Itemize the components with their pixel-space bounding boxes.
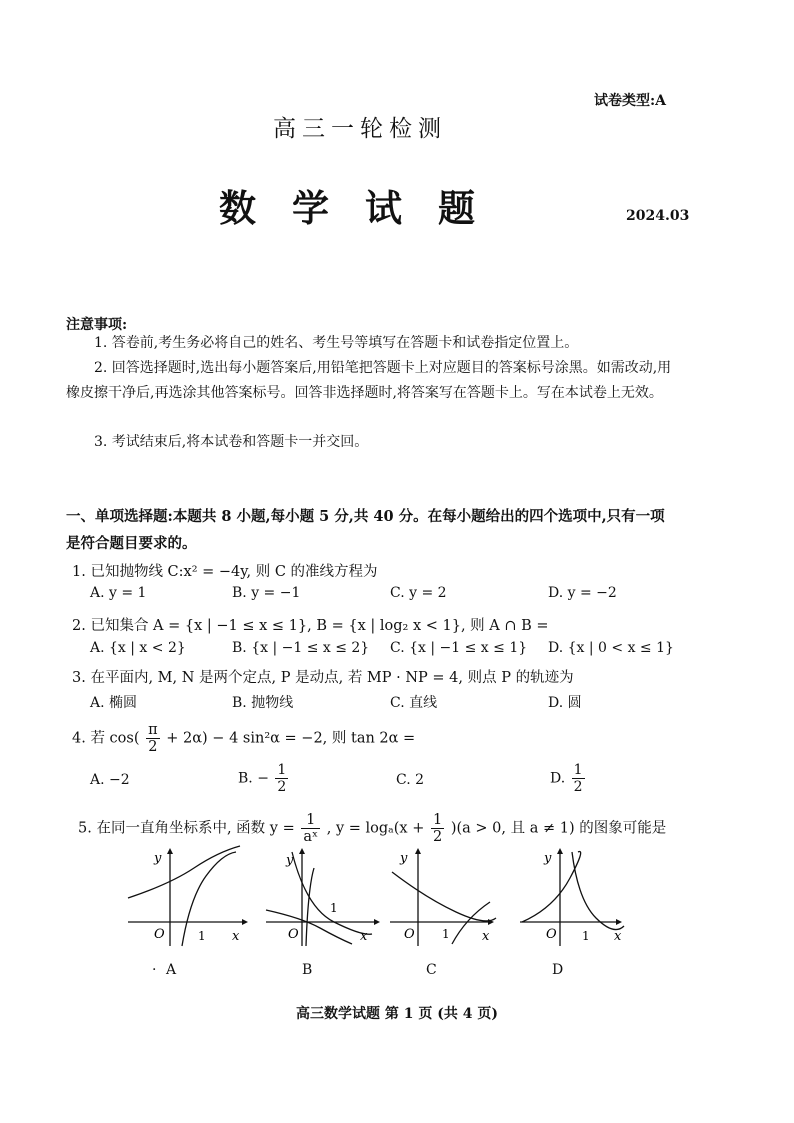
- q5-frac2-den: 2: [432, 829, 443, 845]
- graph-b-x-arrow: [374, 919, 380, 925]
- graph-a-x-label: x: [232, 929, 240, 944]
- graph-b-curve-log: [266, 910, 352, 944]
- q2-option-d: D. {x | 0 < x ≤ 1}: [548, 640, 674, 656]
- graph-d-x-arrow: [616, 919, 622, 925]
- graph-d-y-label: y: [544, 851, 552, 866]
- graph-b-one: 1: [330, 901, 338, 915]
- q4-d-num: 1: [573, 762, 583, 778]
- q4-b-num: 1: [277, 762, 287, 778]
- graph-c-x-label: x: [482, 929, 490, 944]
- q1-option-d: D. y = −2: [548, 585, 617, 601]
- notice-heading: 注意事项:: [66, 317, 128, 333]
- graph-d-origin: O: [546, 927, 557, 942]
- graph-d-x-label: x: [614, 929, 622, 944]
- graph-b-svg: [262, 848, 388, 948]
- q4-option-c: C. 2: [396, 772, 425, 788]
- graph-d-curve-exp: [572, 852, 624, 930]
- q3-option-b: B. 抛物线: [232, 695, 294, 711]
- q2-option-c: C. {x | −1 ≤ x ≤ 1}: [390, 640, 528, 656]
- section-intro: 一、单项选择题:本题共 8 小题,每小题 5 分,共 40 分。在每小题给出的四个选项中,只有一项是符合题目要求的。: [66, 508, 665, 552]
- q3-option-d: D. 圆: [548, 695, 582, 711]
- q5-stem-prefix: 5. 在同一直角坐标系中, 函数 y =: [78, 820, 295, 837]
- q4-stem-suffix: + 2α) − 4 sin²α = −2, 则 tan 2α =: [166, 730, 416, 747]
- graph-a-one: 1: [198, 929, 206, 943]
- graph-c-y-arrow: [415, 848, 421, 854]
- q2-option-b: B. {x | −1 ≤ x ≤ 2}: [232, 640, 370, 656]
- graph-c-label: C: [426, 962, 437, 978]
- graph-c-y-label: y: [400, 851, 408, 866]
- graph-a-y-arrow: [167, 848, 173, 854]
- page-title: 数学试题: [219, 186, 511, 230]
- q1-option-c: C. y = 2: [390, 585, 447, 601]
- graph-c-one: 1: [442, 927, 450, 941]
- graph-b-y-label: y: [286, 853, 294, 868]
- graph-b: [262, 848, 388, 948]
- graph-a-curve-exp: [128, 846, 240, 898]
- graph-a-x-arrow: [242, 919, 248, 925]
- question-1-stem: 1. 已知抛物线 C:x² = −4y, 则 C 的准线方程为: [72, 564, 378, 580]
- paper-type: 试卷类型:A: [593, 93, 666, 109]
- graph-a-svg: [124, 848, 250, 948]
- graph-b-y-arrow: [299, 848, 305, 854]
- exam-date: 2024.03: [626, 208, 690, 224]
- q4-fraction: [146, 722, 160, 755]
- page-footer: 高三数学试题 第 1 页 (共 4 页): [296, 1006, 498, 1022]
- q1-option-a: A. y = 1: [90, 585, 147, 601]
- graph-d-one: 1: [582, 929, 590, 943]
- graph-b-curve-log-branch: [306, 868, 314, 946]
- graph-d: [516, 848, 642, 948]
- q3-option-a: A. 椭圆: [90, 695, 138, 711]
- graph-c-curve-exp: [392, 872, 496, 921]
- graph-c-svg: [386, 848, 512, 948]
- q4-option-b-prefix: B. −: [238, 770, 269, 787]
- graph-a-origin: O: [154, 927, 165, 942]
- question-2-stem: 2. 已知集合 A = {x | −1 ≤ x ≤ 1}, B = {x | log₂ x < 1}, 则 A ∩ B =: [72, 618, 549, 634]
- q4-option-b-fraction: [275, 762, 288, 795]
- notice-item-2: 2. 回答选择题时,选出每小题答案后,用铅笔把答题卡上对应题目的答案标号涂黑。如需改动,用橡皮擦干净后,再选涂其他答案标号。回答非选择题时,将答案写在答题卡上。写在本试卷上无效。: [66, 360, 672, 401]
- q4-b-den: 2: [277, 779, 287, 795]
- q5-frac2-num: 1: [432, 812, 443, 828]
- question-4-stem: [72, 722, 415, 755]
- graph-d-label: D: [552, 962, 564, 978]
- q5-stem-suffix: )(a > 0, 且 a ≠ 1) 的图象可能是: [450, 820, 667, 837]
- notice-item-3: 3. 考试结束后,将本试卷和答题卡一并交回。: [94, 434, 369, 450]
- sub-title: 高三一轮检测: [273, 116, 447, 142]
- q5-fraction-2: [431, 812, 444, 845]
- graph-a: [124, 848, 250, 948]
- q2-option-a: A. {x | x < 2}: [90, 640, 186, 656]
- q5-stem-mid: , y = logₐ(x +: [326, 820, 425, 837]
- q3-option-c: C. 直线: [390, 695, 438, 711]
- graph-a-label: A: [166, 962, 177, 978]
- graph-d-y-arrow: [557, 848, 563, 854]
- graph-a-dot: ·: [152, 962, 157, 978]
- graph-a-y-label: y: [154, 851, 162, 866]
- q4-option-b: [238, 762, 290, 795]
- question-5-stem: [78, 812, 666, 845]
- q5-frac1-num: 1: [301, 812, 320, 829]
- graph-b-label: B: [302, 962, 313, 978]
- q5-frac1-den: aˣ: [303, 829, 319, 845]
- q4-frac-den: 2: [148, 739, 158, 755]
- q4-option-d-fraction: [572, 762, 585, 795]
- graph-b-x-label: x: [360, 929, 368, 944]
- graph-d-svg: [516, 848, 642, 948]
- graph-c: [386, 848, 512, 948]
- q4-frac-num: π: [148, 722, 158, 738]
- q1-option-b: B. y = −1: [232, 585, 301, 601]
- graph-a-curve-log: [182, 852, 236, 946]
- q5-fraction-1: [301, 812, 320, 845]
- q4-stem-prefix: 4. 若 cos(: [72, 730, 140, 747]
- q4-option-d-prefix: D.: [550, 770, 566, 787]
- q4-option-d: [550, 762, 587, 795]
- notice-item-1: 1. 答卷前,考生务必将自己的姓名、考生号等填写在答题卡和试卷指定位置上。: [94, 335, 579, 351]
- graph-b-origin: O: [288, 927, 299, 942]
- q4-option-a: A. −2: [90, 772, 130, 788]
- q4-d-den: 2: [573, 779, 583, 795]
- question-3-stem: 3. 在平面内, M, N 是两个定点, P 是动点, 若 MP · NP = 4, 则点 P 的轨迹为: [72, 670, 574, 686]
- graph-c-origin: O: [404, 927, 415, 942]
